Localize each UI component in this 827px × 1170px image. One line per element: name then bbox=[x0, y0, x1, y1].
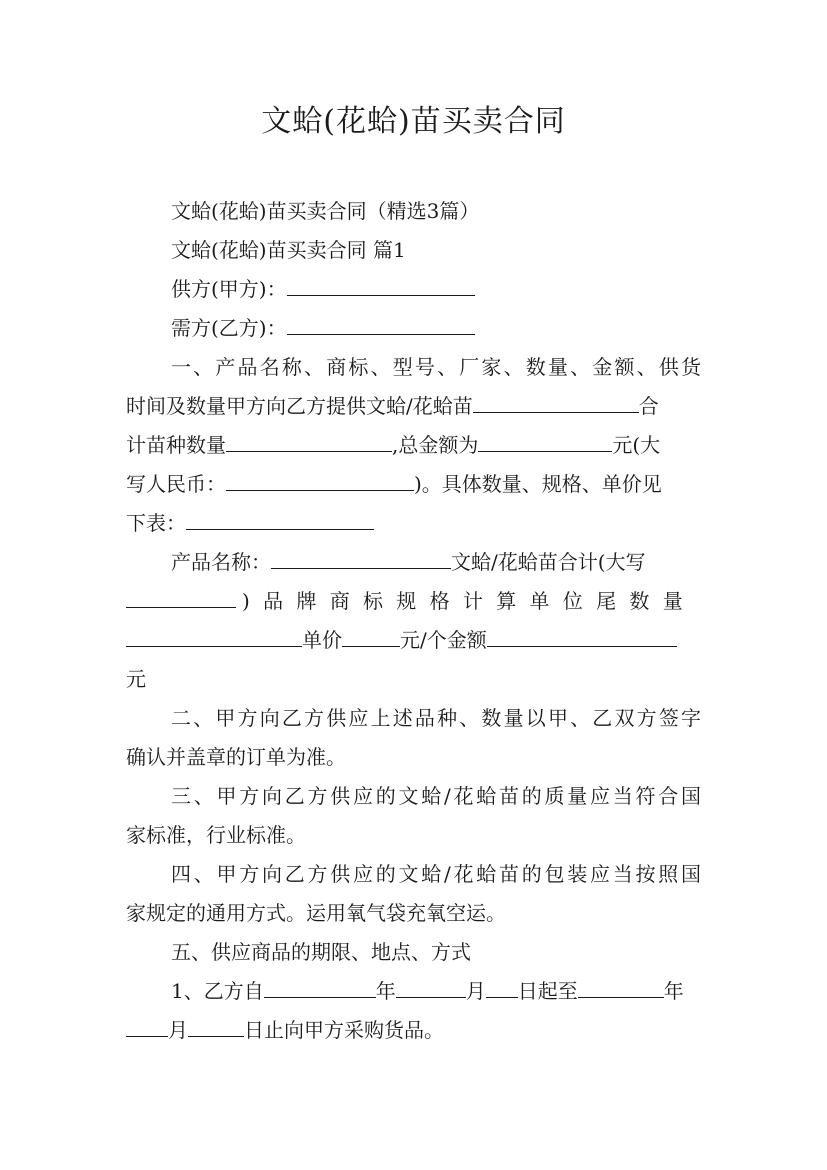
clause-4-line-1 bbox=[171, 855, 701, 893]
product-line-2 bbox=[126, 582, 701, 620]
text: )品牌商标规格计算单位尾数量 bbox=[242, 589, 697, 613]
text: 元 bbox=[126, 667, 146, 691]
text: 1、乙方自 bbox=[171, 979, 264, 1003]
product-blank[interactable] bbox=[473, 388, 639, 413]
clause-4-line-2 bbox=[126, 894, 701, 932]
subtitle-line bbox=[171, 192, 701, 230]
clause-2-line-2 bbox=[126, 738, 701, 776]
clause-1-line-3 bbox=[126, 426, 701, 464]
clause-2-line-1 bbox=[171, 699, 701, 737]
text: 日起至 bbox=[517, 979, 578, 1003]
text: 家规定的通用方式。运用氧气袋充氧空运。 bbox=[126, 901, 506, 925]
clause-5-heading bbox=[171, 933, 701, 971]
text: 家标准，行业标准。 bbox=[126, 823, 306, 847]
label: 供方(甲方)： bbox=[171, 277, 287, 301]
section-heading bbox=[171, 231, 701, 269]
table-blank[interactable] bbox=[186, 505, 374, 530]
text: 文蛤(花蛤)苗买卖合同（精选3篇） bbox=[171, 199, 480, 223]
clause-1-line-4 bbox=[126, 465, 701, 503]
document-title: 文蛤(花蛤)苗买卖合同 bbox=[261, 104, 566, 139]
unit-price-blank[interactable] bbox=[342, 622, 400, 647]
product-line-1 bbox=[171, 543, 701, 581]
clause-1-line-5 bbox=[126, 504, 701, 542]
end-day-blank[interactable] bbox=[188, 1012, 244, 1037]
uppercase-total-blank[interactable] bbox=[126, 583, 236, 608]
text: 元/个金额 bbox=[400, 628, 487, 652]
label: 需方(乙方)： bbox=[171, 316, 287, 340]
text: 月 bbox=[168, 1018, 188, 1042]
text: 一、产品名称、商标、型号、厂家、数量、金额、供货 bbox=[171, 355, 701, 379]
product-line-3 bbox=[126, 621, 701, 659]
total-amount-blank[interactable] bbox=[478, 427, 612, 452]
text: )。具体数量、规格、单价见 bbox=[414, 472, 662, 496]
text: 日止向甲方采购货品。 bbox=[244, 1018, 444, 1042]
clause-3-line-2 bbox=[126, 816, 701, 854]
text: 时间及数量甲方向乙方提供文蛤/花蛤苗 bbox=[126, 394, 473, 418]
clause-1-line-1 bbox=[171, 348, 701, 386]
text: 单价 bbox=[302, 628, 342, 652]
product-line-4 bbox=[126, 660, 701, 698]
text: 二、甲方向乙方供应上述品种、数量以甲、乙双方签字 bbox=[171, 706, 701, 730]
text: 文蛤(花蛤)苗买卖合同 篇1 bbox=[171, 238, 406, 262]
quantity-value-blank[interactable] bbox=[126, 622, 302, 647]
text: 四、甲方向乙方供应的文蛤/花蛤苗的包装应当按照国 bbox=[171, 862, 701, 886]
amount-in-words-blank[interactable] bbox=[226, 466, 414, 491]
text: 三、甲方向乙方供应的文蛤/花蛤苗的质量应当符合国 bbox=[171, 784, 701, 808]
text: 合 bbox=[638, 394, 659, 418]
clause-1-line-2 bbox=[126, 387, 701, 425]
text: 元(大 bbox=[612, 433, 661, 457]
supplier-blank[interactable] bbox=[287, 271, 475, 296]
start-month-blank[interactable] bbox=[396, 973, 466, 998]
text: 文蛤/花蛤苗合计(大写 bbox=[451, 550, 646, 574]
text: 下表： bbox=[126, 511, 186, 535]
text: 年 bbox=[663, 979, 684, 1003]
start-year-blank[interactable] bbox=[264, 973, 376, 998]
text: 计苗种数量 bbox=[126, 433, 226, 457]
product-name-blank[interactable] bbox=[271, 544, 451, 569]
text: 五、供应商品的期限、地点、方式 bbox=[171, 940, 471, 964]
clause-3-line-1 bbox=[171, 777, 701, 815]
buyer-line bbox=[171, 309, 701, 347]
text: 月 bbox=[465, 979, 486, 1003]
clause-5-item-1-line-1 bbox=[171, 972, 701, 1010]
start-day-blank[interactable] bbox=[486, 973, 518, 998]
text: 产品名称： bbox=[171, 550, 271, 574]
text: 写人民币： bbox=[126, 472, 226, 496]
buyer-blank[interactable] bbox=[287, 310, 475, 335]
text: ,总金额为 bbox=[392, 433, 479, 457]
supplier-line bbox=[171, 270, 701, 308]
amount-blank[interactable] bbox=[487, 622, 677, 647]
end-month-blank[interactable] bbox=[126, 1012, 168, 1037]
text: 确认并盖章的订单为准。 bbox=[126, 745, 346, 769]
end-year-blank[interactable] bbox=[578, 973, 664, 998]
quantity-blank[interactable] bbox=[226, 427, 392, 452]
clause-5-item-1-line-2 bbox=[126, 1011, 701, 1049]
text: 年 bbox=[375, 979, 396, 1003]
